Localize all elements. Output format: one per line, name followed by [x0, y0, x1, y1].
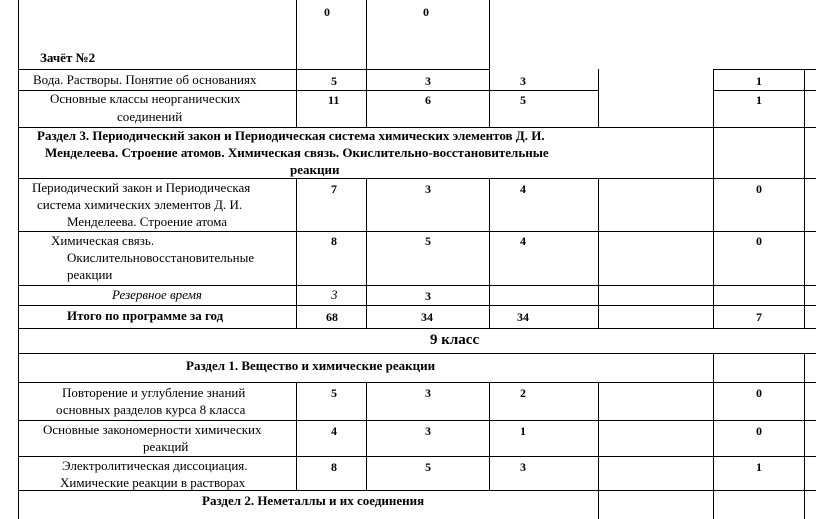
section-title-line: Менделеева. Строение атомов. Химическая связь. Окислительно-восстановительные [45, 145, 549, 160]
row-label-line: реакций [143, 439, 189, 454]
value-cell: 6 [425, 93, 431, 107]
value-cell: 5 [520, 93, 526, 107]
value-cell: 1 [520, 424, 526, 438]
value-cell: 3 [425, 74, 431, 88]
value-cell: 4 [331, 424, 337, 438]
value-cell: 3 [520, 74, 526, 88]
value-cell: 5 [425, 234, 431, 248]
value-cell: 1 [756, 93, 762, 107]
grade-title: 9 класс [430, 332, 480, 348]
value-cell: 7 [331, 182, 337, 196]
value-cell: 3 [331, 287, 338, 302]
value-cell: 5 [425, 460, 431, 474]
value-cell: 68 [326, 310, 338, 324]
value-cell: 0 [756, 386, 762, 400]
section-title-line: Раздел 3. Периодический закон и Периодическая система химических элементов Д. И. [37, 128, 545, 143]
value-cell: 0 [756, 234, 762, 248]
value-cell: 3 [425, 424, 431, 438]
row-label-line: Электролитическая диссоциация. [62, 458, 248, 473]
value-cell: 11 [328, 93, 340, 107]
value-cell: 8 [331, 234, 337, 248]
value-cell: 1 [756, 74, 762, 88]
value-cell: 3 [425, 182, 431, 196]
row-label: Итого по программе за год [67, 308, 224, 323]
value-cell: 3 [425, 386, 431, 400]
value-cell: 0 [756, 182, 762, 196]
row-label: Резервное время [112, 287, 202, 302]
row-label-line: Химическая связь. [51, 233, 155, 248]
row-label-line: Повторение и углубление знаний [62, 385, 246, 400]
row-label-line: Менделеева. Строение атома [67, 214, 228, 229]
row-label-line: Периодический закон и Периодическая [32, 180, 251, 195]
value-cell: 3 [520, 460, 526, 474]
value-cell: 4 [520, 234, 526, 248]
value-cell: 34 [517, 310, 529, 324]
section-title: Раздел 2. Неметаллы и их соединения [202, 493, 425, 508]
value-cell: 5 [331, 74, 337, 88]
value-cell: 0 [423, 5, 429, 19]
row-label-line: основных разделов курса 8 класса [56, 402, 246, 417]
value-cell: 0 [324, 5, 330, 19]
value-cell: 7 [756, 310, 762, 324]
row-label: Вода. Растворы. Понятие об основаниях [33, 72, 257, 87]
section-title-line: реакции [290, 162, 340, 177]
value-cell: 34 [421, 310, 433, 324]
row-label-line: соединений [117, 109, 183, 124]
value-cell: 3 [425, 289, 431, 303]
row-label-line: Основные классы неорганических [50, 91, 241, 106]
row-label: Зачёт №2 [40, 50, 96, 65]
section-title: Раздел 1. Вещество и химические реакции [186, 358, 436, 373]
value-cell: 4 [520, 182, 526, 196]
value-cell: 2 [520, 386, 526, 400]
row-label-line: Химические реакции в растворах [60, 475, 246, 490]
value-cell: 1 [756, 460, 762, 474]
value-cell: 0 [756, 424, 762, 438]
value-cell: 8 [331, 460, 337, 474]
row-label-line: Основные закономерности химических [43, 422, 262, 437]
row-label-line: реакции [67, 267, 113, 282]
value-cell: 5 [331, 386, 337, 400]
row-label-line: Окислительновосстановительные [67, 250, 255, 265]
row-label-line: система химических элементов Д. И. [37, 197, 243, 212]
